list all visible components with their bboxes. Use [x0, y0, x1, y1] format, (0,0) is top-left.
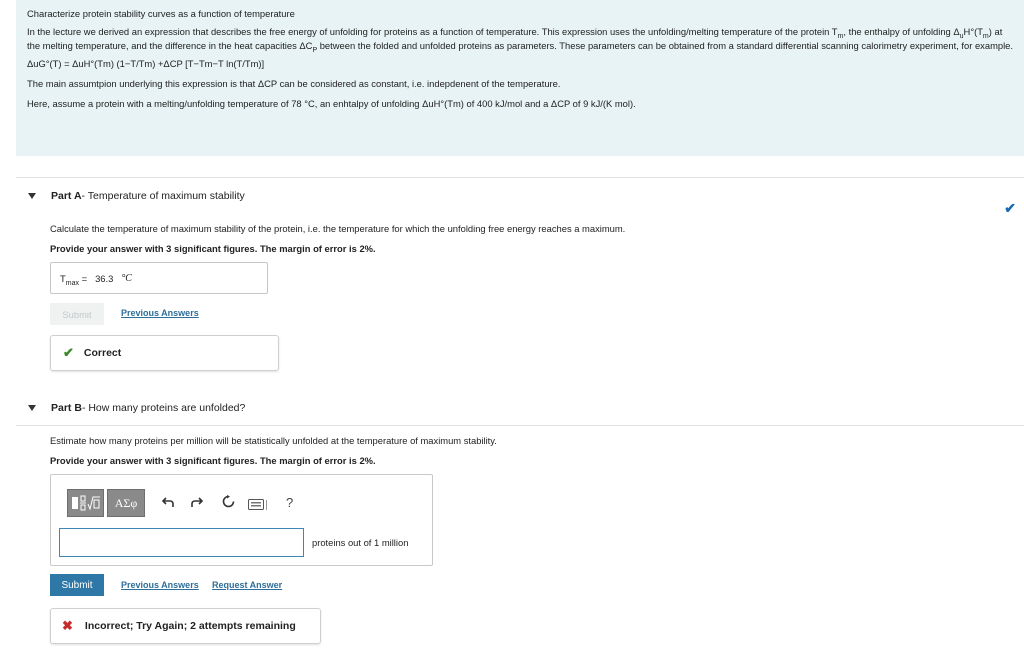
- greek-symbols-button[interactable]: ΑΣφ: [107, 489, 145, 517]
- part-b-submit-button[interactable]: Submit: [50, 574, 104, 596]
- part-a-title: - Temperature of maximum stability: [81, 190, 245, 202]
- assumption-text: The main assumtpion underlying this expression is that ΔCP can be considered as constant, i.e. indepdenent of the temperature.: [27, 78, 561, 89]
- templates-icon: [71, 494, 101, 512]
- part-a-instruction: Provide your answer with 3 significant figures. The margin of error is 2%.: [50, 243, 376, 254]
- part-a-submit-button[interactable]: Submit: [50, 303, 104, 325]
- part-b-title: - How many proteins are unfolded?: [81, 402, 246, 414]
- answer-variable: $T_{max}$ =: [60, 272, 88, 287]
- divider: [16, 425, 1024, 426]
- part-b-feedback: [50, 608, 321, 644]
- free-energy-equation: ΔuG°(T) = ΔuH°(Tm) (1−T/Tm) +ΔCP [T−Tm−T ln(T/Tm)]: [27, 58, 265, 69]
- problem-title: Characterize protein stability curves as a function of temperature: [27, 8, 295, 19]
- help-icon[interactable]: ?: [286, 495, 294, 510]
- part-b-question: Estimate how many proteins per million will be statistically unfolded at the temperature of maximum stability.: [50, 435, 497, 446]
- answer-value: 36.3: [95, 272, 114, 284]
- math-editor: [50, 474, 433, 566]
- answer-unit: °C: [121, 272, 132, 284]
- problem-intro: [16, 0, 1024, 156]
- undo-icon[interactable]: [162, 495, 174, 511]
- part-b-header[interactable]: [28, 402, 245, 414]
- part-b-instruction: Provide your answer with 3 significant figures. The margin of error is 2%.: [50, 455, 376, 466]
- keyboard-icon[interactable]: [248, 497, 268, 513]
- part-a-complete-check-icon: ✔: [1004, 200, 1016, 216]
- part-a-feedback: [50, 335, 279, 371]
- part-b-previous-answers-link[interactable]: Previous Answers: [121, 580, 199, 590]
- part-a-answer-box: [50, 262, 268, 294]
- check-icon: ✔: [63, 345, 74, 360]
- redo-icon[interactable]: [191, 495, 203, 511]
- divider: [16, 177, 1024, 178]
- units-label: proteins out of 1 million: [312, 537, 409, 548]
- collapse-triangle-icon[interactable]: [28, 193, 36, 199]
- reset-icon[interactable]: [222, 495, 235, 511]
- request-answer-link[interactable]: Request Answer: [212, 580, 283, 590]
- answer-input[interactable]: [59, 528, 304, 557]
- problem-description: In the lecture we derived an expression that describes the free energy of unfolding for proteins as a function of temperature. This expression uses the unfolding/melting temperature of the protein $T_m$, the enthalpy of unfolding $\Delta_uH^\circ(T_m)$ at the melting temperature, and the difference in the heat capacities $\Delta C_P$ between the folded and unfolded proteins as parameters. These parameters can be obtained from a standard differential scanning calorimetry experiment, for example.: [27, 26, 1013, 54]
- collapse-triangle-icon[interactable]: [28, 405, 36, 411]
- feedback-text: Incorrect; Try Again; 2 attempts remaining: [84, 620, 296, 632]
- feedback-text: Correct: [83, 347, 122, 359]
- templates-button[interactable]: [67, 489, 104, 517]
- given-values-text: Here, assume a protein with a melting/unfolding temperature of 78 °C, an enhtalpy of unfolding ΔuH°(Tm) of 400 kJ/mol and a ΔCP of 9 kJ/(K mol).: [27, 98, 636, 109]
- part-a-label: Part A: [51, 190, 82, 202]
- part-a-previous-answers-link[interactable]: Previous Answers: [121, 308, 199, 318]
- part-a-question: Calculate the temperature of maximum stability of the protein, i.e. the temperature for which the unfolding free energy reaches a maximum.: [50, 223, 626, 234]
- part-b-label: Part B: [51, 402, 82, 414]
- part-a-header[interactable]: [28, 190, 245, 202]
- close-icon: ✖: [62, 618, 73, 633]
